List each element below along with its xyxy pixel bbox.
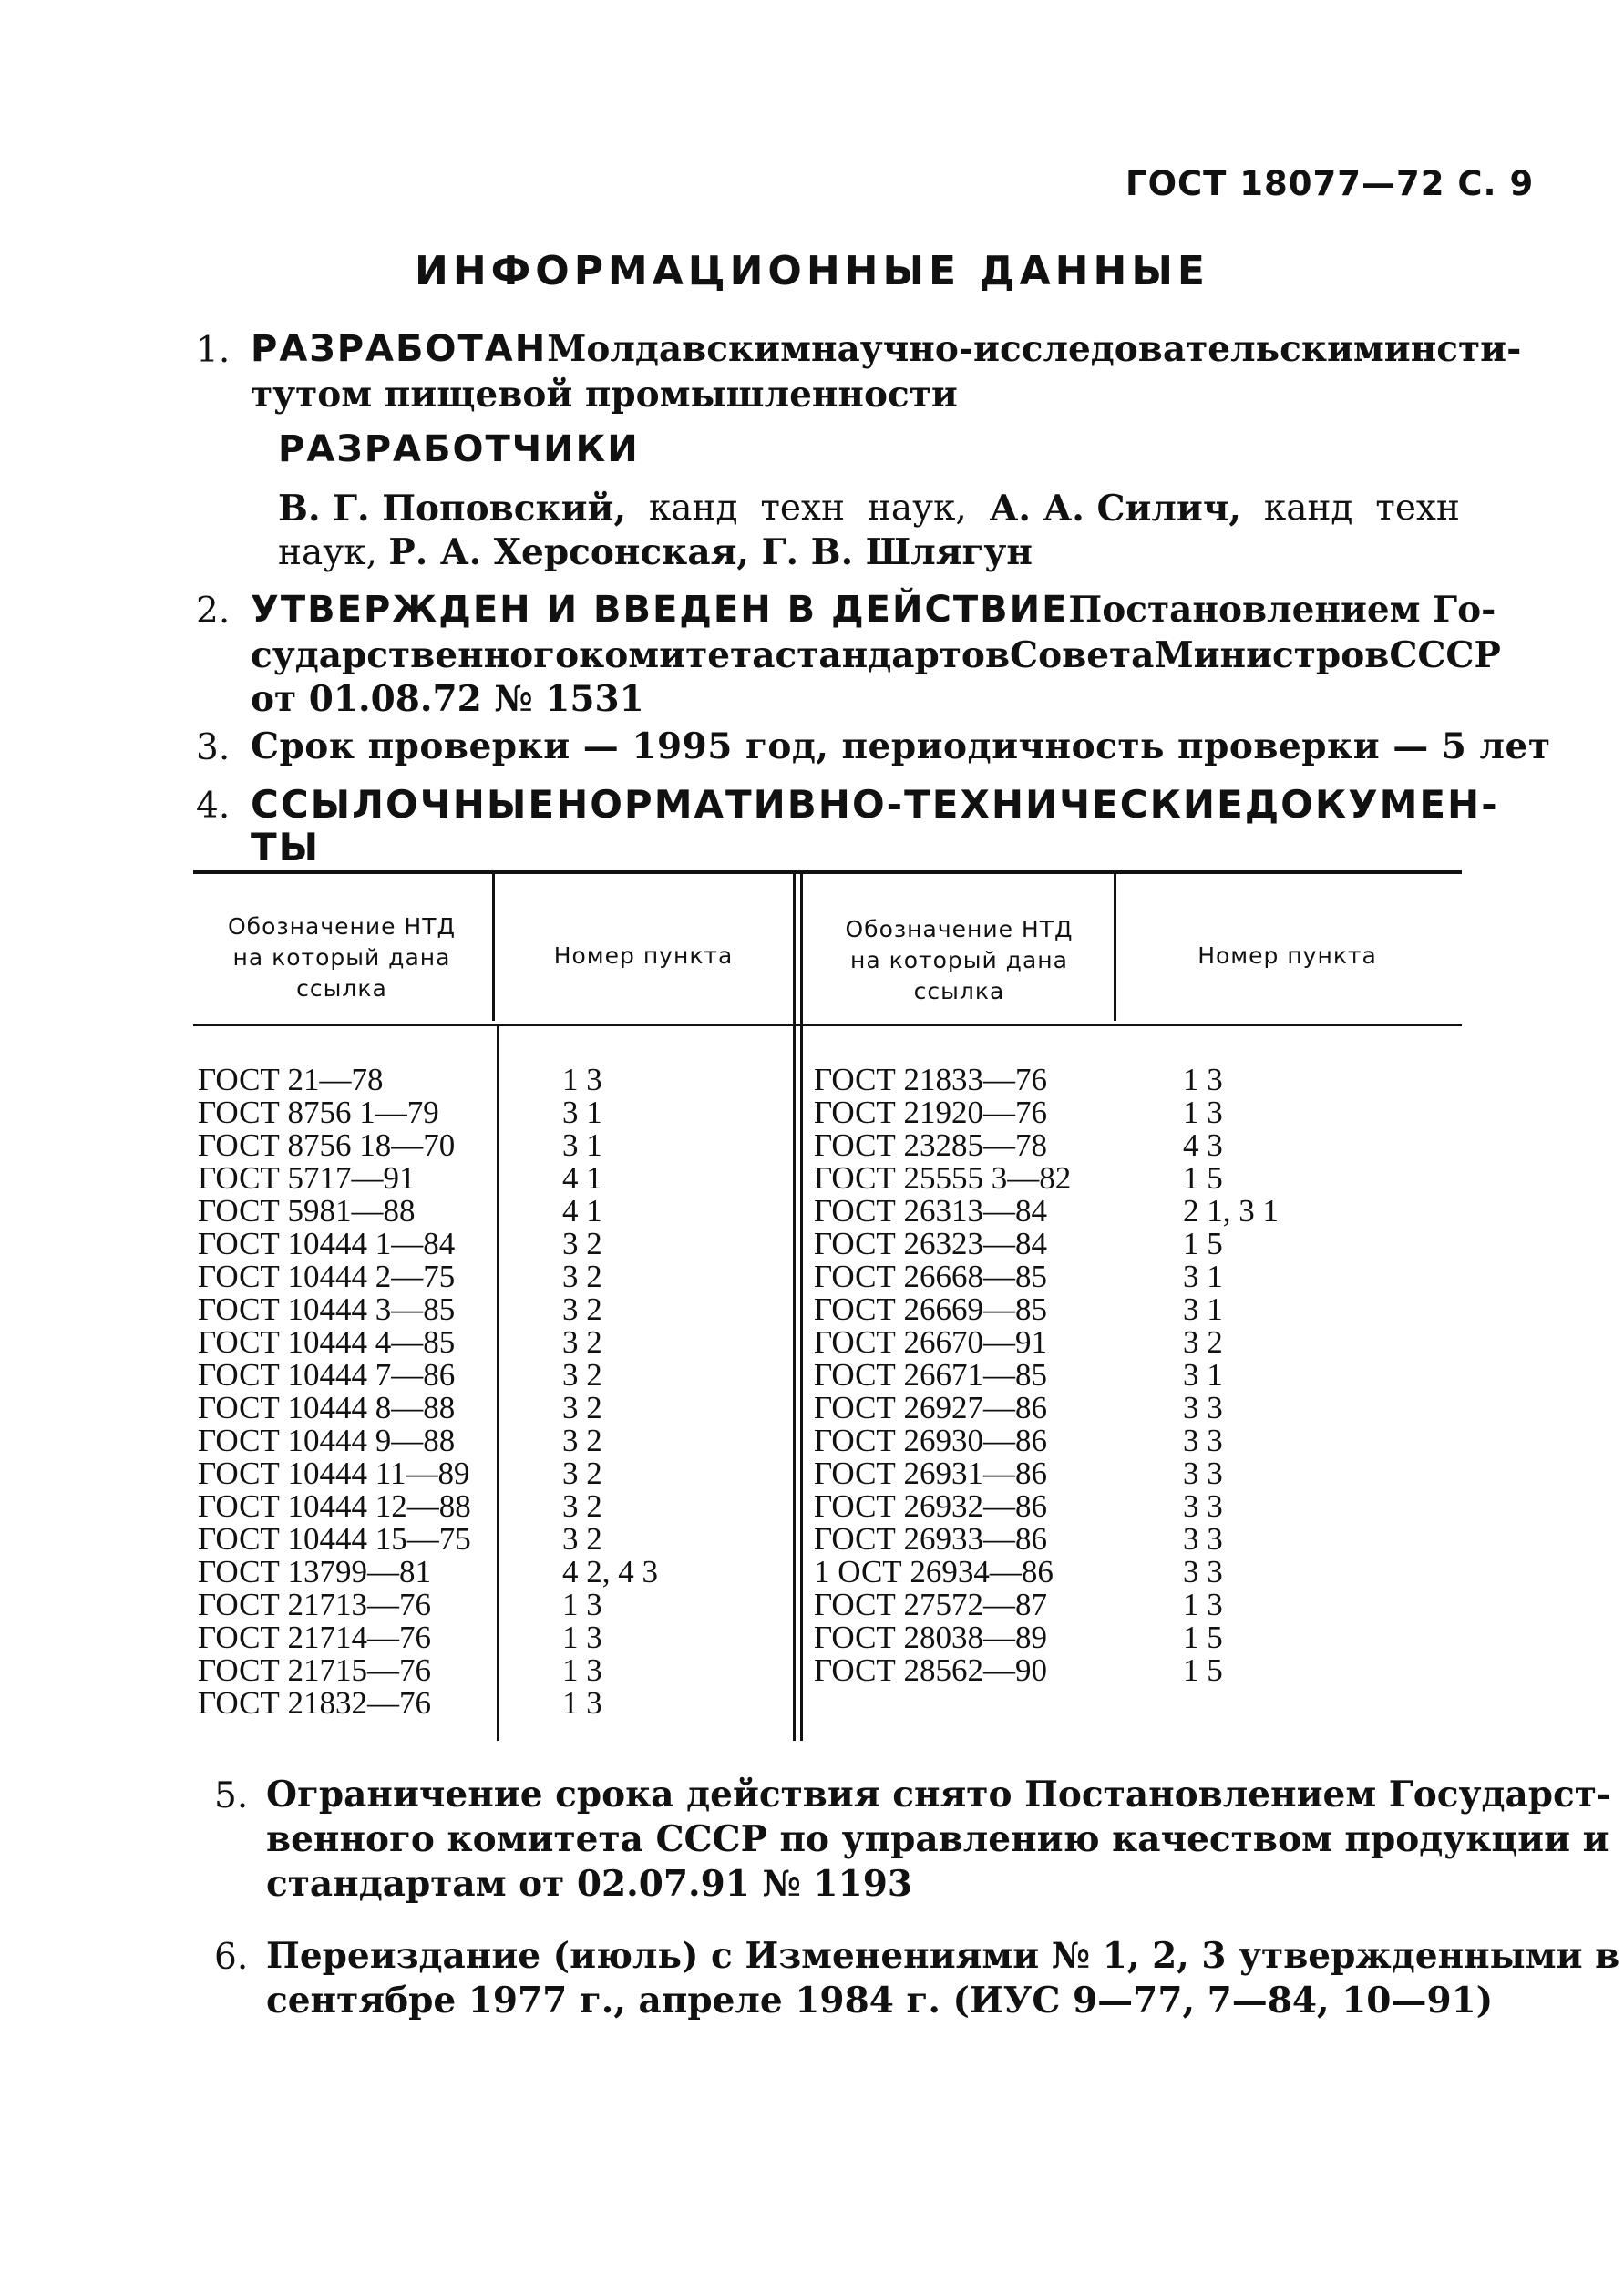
doc-designation: ГОСТ 21—78	[198, 1062, 384, 1097]
item-number: 4 3	[1183, 1127, 1223, 1163]
header-line: ссылка	[913, 978, 1005, 1004]
table-right-column	[814, 1064, 1071, 1687]
table-row	[198, 1621, 471, 1654]
doc-designation: ГОСТ 10444 2—75	[198, 1259, 456, 1294]
item-number: 3 1	[1183, 1291, 1223, 1327]
doc-designation: ГОСТ 26933—86	[814, 1521, 1048, 1557]
developers-line2	[278, 531, 1033, 573]
developer-name: Р. А. Херсонская, Г. В. Шлягун	[388, 531, 1033, 573]
header-line: Обозначение НТД	[227, 913, 457, 940]
doc-designation: ГОСТ 26669—85	[814, 1291, 1048, 1327]
doc-designation: ГОСТ 10444 3—85	[198, 1291, 456, 1327]
item-number: 3 2	[562, 1226, 602, 1261]
item5-number: 5.	[214, 1775, 249, 1816]
item-number: 3 2	[562, 1423, 602, 1458]
item-number: 3 2	[562, 1324, 602, 1360]
header-designation	[196, 911, 488, 1004]
item4-word: ДОКУМЕН-	[1244, 782, 1499, 827]
item-number: 3 2	[562, 1259, 602, 1294]
item4-word: ССЫЛОЧНЫЕ	[251, 782, 557, 827]
item-number: 3 2	[562, 1390, 602, 1425]
table-row	[198, 1162, 471, 1195]
item-number: 3 1	[1183, 1357, 1223, 1393]
doc-designation: ГОСТ 10444 4—85	[198, 1324, 456, 1360]
table-row	[198, 1457, 471, 1490]
table-row	[198, 1359, 471, 1392]
item-number: 3 2	[562, 1521, 602, 1557]
item-number: 3 3	[1183, 1521, 1223, 1557]
item-number: 4 1	[562, 1193, 602, 1229]
doc-designation: ГОСТ 8756 1—79	[198, 1095, 439, 1130]
doc-designation: ГОСТ 23285—78	[814, 1127, 1048, 1163]
doc-designation: ГОСТ 5981—88	[198, 1193, 416, 1229]
item6-line1: Переиздание (июль) с Изменениями № 1, 2, 3 утвержденными в	[266, 1935, 1620, 1977]
developer-degree: техн	[760, 488, 845, 529]
item2-head: УТВЕРЖДЕН И ВВЕДЕН В ДЕЙСТВИЕ	[251, 589, 1069, 631]
table-row	[198, 1523, 471, 1556]
item-number: 3 3	[1183, 1423, 1223, 1458]
table-header-rule	[193, 1024, 1462, 1026]
page-reference: ГОСТ 18077—72 С. 9	[1125, 164, 1535, 203]
item5-line1: Ограничение срока действия снято Постановлением Государст-	[266, 1774, 1612, 1816]
item-number: 3 1	[562, 1095, 602, 1130]
item2-line3: от 01.08.72 № 1531	[251, 678, 644, 720]
item1-text: инсти-	[1383, 328, 1522, 370]
item-number: 3 3	[1183, 1554, 1223, 1590]
doc-designation: ГОСТ 10444 12—88	[198, 1488, 471, 1524]
item-number: 1 3	[1183, 1062, 1223, 1097]
item4-line2: ТЫ	[251, 825, 321, 869]
item1-number: 1.	[196, 330, 231, 371]
header-line: на который дана	[850, 947, 1068, 973]
item4-word: НОРМАТИВНО-ТЕХНИЧЕСКИЕ	[556, 782, 1245, 827]
item-number: 3 2	[562, 1291, 602, 1327]
developers-line1	[278, 488, 1460, 530]
item2-word: Министров	[1154, 634, 1390, 676]
item-number: 1 5	[1183, 1652, 1223, 1688]
page-title: ИНФОРМАЦИОННЫЕ ДАННЫЕ	[415, 248, 1209, 294]
doc-designation: ГОСТ 26671—85	[814, 1357, 1048, 1393]
table-row	[198, 1096, 471, 1129]
item2-line1	[251, 589, 1496, 631]
item1-head: РАЗРАБОТАН	[251, 328, 548, 370]
table-top-rule	[193, 870, 1462, 874]
item5-line2: венного комитета СССР по управлению качеством продукции и	[266, 1818, 1609, 1860]
table-divider	[793, 873, 796, 1741]
developers-heading: РАЗРАБОТЧИКИ	[278, 428, 640, 470]
doc-designation: ГОСТ 21920—76	[814, 1095, 1048, 1130]
header-item-number: Номер пункта	[1197, 942, 1377, 969]
doc-designation: ГОСТ 26931—86	[814, 1456, 1048, 1491]
doc-designation: ГОСТ 21715—76	[198, 1652, 432, 1688]
item1-text: научно-исследовательским	[810, 328, 1384, 370]
table-divider	[497, 1026, 499, 1741]
doc-designation: ГОСТ 13799—81	[198, 1554, 432, 1590]
item-number: 3 2	[562, 1488, 602, 1524]
developer-degree: наук,	[278, 532, 377, 573]
item-number: 1 3	[562, 1620, 602, 1655]
header-designation	[807, 914, 1112, 1007]
table-left-column	[198, 1064, 471, 1720]
item2-line2	[251, 634, 1501, 676]
item-number: 2 1, 3 1	[1183, 1193, 1279, 1229]
doc-designation: ГОСТ 10444 7—86	[198, 1357, 456, 1393]
table-row	[198, 1129, 471, 1162]
doc-designation: ГОСТ 21833—76	[814, 1062, 1048, 1097]
item3-text: Срок проверки — 1995 год, периодичность проверки — 5 лет	[251, 725, 1551, 767]
item-number: 4 2, 4 3	[562, 1554, 658, 1590]
item-number: 1 3	[562, 1062, 602, 1097]
table-row	[198, 1392, 471, 1425]
developer-degree: наук,	[867, 488, 967, 529]
item-number: 1 3	[562, 1652, 602, 1688]
item1-line2: тутом пищевой промышленности	[251, 374, 958, 416]
item4-line1	[251, 782, 1499, 827]
table-row	[198, 1064, 471, 1096]
doc-designation: ГОСТ 26670—91	[814, 1324, 1048, 1360]
developer-degree: канд	[648, 488, 738, 529]
table-right-items	[1183, 1064, 1279, 1687]
item-number: 1 3	[562, 1685, 602, 1721]
item2-word: комитета	[579, 634, 776, 676]
header-item-number: Номер пункта	[553, 942, 734, 969]
doc-designation: ГОСТ 26323—84	[814, 1226, 1048, 1261]
table-row	[198, 1293, 471, 1326]
item-number: 3 1	[1183, 1259, 1223, 1294]
item4-number: 4.	[196, 786, 231, 827]
header-line: на который дана	[232, 944, 451, 971]
doc-designation: ГОСТ 26930—86	[814, 1423, 1048, 1458]
doc-designation: ГОСТ 21832—76	[198, 1685, 432, 1721]
item2-word: стандартов	[775, 634, 1011, 676]
item-number: 1 5	[1183, 1620, 1223, 1655]
table-row	[198, 1556, 471, 1589]
item-number: 3 2	[562, 1357, 602, 1393]
doc-designation: ГОСТ 10444 8—88	[198, 1390, 456, 1425]
item2-word: Совета	[1010, 634, 1155, 676]
doc-designation: ГОСТ 26313—84	[814, 1193, 1048, 1229]
doc-designation: ГОСТ 27572—87	[814, 1587, 1048, 1622]
item-number: 1 3	[1183, 1587, 1223, 1622]
table-row	[198, 1654, 471, 1687]
item2-text: Постановлением Го-	[1068, 589, 1496, 631]
item-number: 3 3	[1183, 1390, 1223, 1425]
item-number: 1 3	[562, 1587, 602, 1622]
doc-designation: ГОСТ 21713—76	[198, 1587, 432, 1622]
item5-line3: стандартам от 02.07.91 № 1193	[266, 1863, 912, 1905]
doc-designation: ГОСТ 21714—76	[198, 1620, 432, 1655]
developer-degree: техн	[1375, 488, 1460, 529]
doc-designation: ГОСТ 28038—89	[814, 1620, 1048, 1655]
doc-designation: ГОСТ 10444 9—88	[198, 1423, 456, 1458]
doc-designation: ГОСТ 26927—86	[814, 1390, 1048, 1425]
doc-designation: ГОСТ 26932—86	[814, 1488, 1048, 1524]
item-number: 3 2	[562, 1456, 602, 1491]
item-number: 3 3	[1183, 1488, 1223, 1524]
doc-designation: 1 ОСТ 26934—86	[814, 1554, 1054, 1590]
item-number: 1 5	[1183, 1226, 1223, 1261]
table-row	[198, 1228, 471, 1260]
item6-line2: сентябре 1977 г., апреле 1984 г. (ИУС 9—77, 7—84, 10—91)	[266, 1980, 1494, 2022]
doc-designation: ГОСТ 25555 3—82	[814, 1160, 1072, 1196]
table-row	[198, 1326, 471, 1359]
doc-designation: ГОСТ 8756 18—70	[198, 1127, 456, 1163]
table-row	[198, 1425, 471, 1457]
item-number: 1 3	[1183, 1095, 1223, 1130]
doc-designation: ГОСТ 10444 15—75	[198, 1521, 471, 1557]
item2-word: СССР	[1389, 634, 1501, 676]
item-number: 1 5	[1183, 1160, 1223, 1196]
table-row	[198, 1589, 471, 1621]
table-row	[198, 1687, 471, 1720]
doc-designation: ГОСТ 26668—85	[814, 1259, 1048, 1294]
item2-number: 2.	[196, 591, 231, 632]
item2-word: сударственного	[251, 634, 580, 676]
header-line: ссылка	[296, 975, 387, 1002]
header-line: Обозначение НТД	[845, 916, 1074, 942]
table-row	[198, 1195, 471, 1228]
item6-number: 6.	[214, 1937, 249, 1978]
developer-name: В. Г. Поповский,	[278, 488, 627, 530]
developer-name: А. А. Силич,	[989, 488, 1241, 530]
table-row	[198, 1260, 471, 1293]
item-number: 3 1	[562, 1127, 602, 1163]
doc-designation: ГОСТ 5717—91	[198, 1160, 416, 1196]
developer-degree: канд	[1263, 488, 1353, 529]
table-left-items	[562, 1064, 658, 1720]
doc-designation: ГОСТ 10444 1—84	[198, 1226, 456, 1261]
doc-designation: ГОСТ 10444 11—89	[198, 1456, 470, 1491]
table-divider	[800, 873, 803, 1741]
item-number: 3 3	[1183, 1456, 1223, 1491]
table-divider	[492, 873, 495, 1021]
item1-line1	[251, 328, 1522, 370]
doc-designation: ГОСТ 28562—90	[814, 1652, 1048, 1688]
table-row	[198, 1490, 471, 1523]
item1-text: Молдавским	[547, 328, 811, 370]
item-number: 3 2	[1183, 1324, 1223, 1360]
item3-number: 3.	[196, 727, 231, 768]
item-number: 4 1	[562, 1160, 602, 1196]
